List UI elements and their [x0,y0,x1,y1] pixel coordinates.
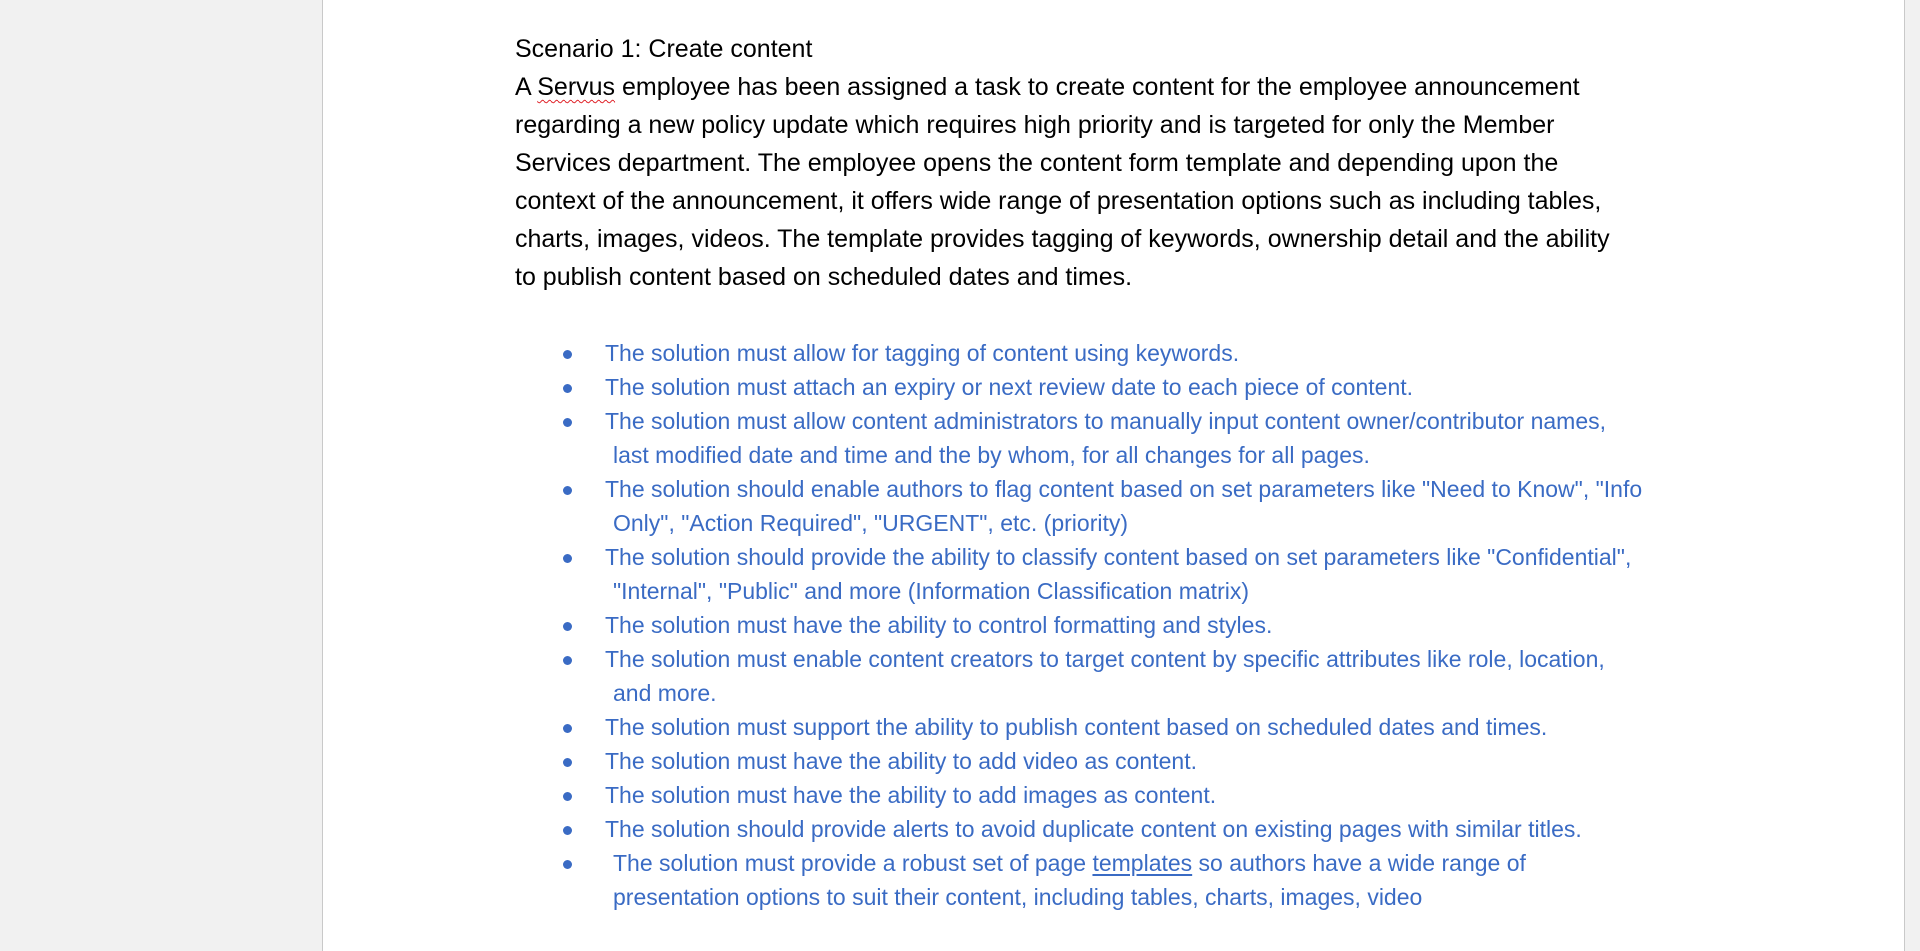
requirement-item [515,370,1765,404]
paragraph-line [515,106,1765,144]
requirement-text: presentation options to suit their content, including tables, charts, images, video [613,884,1423,910]
requirement-text: The solution should provide the ability to classify content based on set parameters like "Confidential", [605,544,1632,570]
requirement-text: The solution must attach an expiry or next review date to each piece of content. [605,374,1414,400]
paragraph-text: context of the announcement, it offers wide range of presentation options such as including tables, [515,187,1602,215]
bullet-icon [563,758,572,767]
requirement-text: The solution should provide alerts to avoid duplicate content on existing pages with similar titles. [605,816,1582,842]
paragraph-line [515,182,1765,220]
requirement-text: The solution must enable content creators to target content by specific attributes like role, location, [605,646,1605,672]
bullet-icon [563,350,572,359]
requirement-text: The solution must have the ability to add images as content. [605,782,1217,808]
requirement-text [605,846,1765,880]
requirement-item [515,710,1765,744]
requirement-text: The solution must have the ability to control formatting and styles. [605,612,1273,638]
requirement-item [515,812,1765,846]
requirement-text: The solution must allow for tagging of content using keywords. [605,340,1240,366]
paragraph-text: charts, images, videos. The template provides tagging of keywords, ownership detail and the ability [515,225,1610,253]
paragraph-text: Services department. The employee opens the content form template and depending upon the [515,149,1559,177]
requirement-text: The solution must support the ability to publish content based on scheduled dates and times. [605,714,1548,740]
requirements-list [515,336,1765,914]
page-content [515,30,1765,914]
paragraph-line [515,144,1765,182]
scenario-paragraph [515,68,1765,296]
bullet-icon [563,792,572,801]
requirement-text-part: so authors have a wide range of [1192,850,1526,876]
requirement-text: Only", "Action Required", "URGENT", etc. (priority) [613,510,1129,536]
bullet-icon [563,826,572,835]
spellcheck-flagged-word[interactable]: Servus [537,73,616,101]
requirement-item [515,336,1765,370]
requirement-item [515,472,1765,540]
bullet-icon [563,724,572,733]
requirement-item [515,744,1765,778]
requirement-item [515,778,1765,812]
bullet-icon [563,384,572,393]
bullet-icon [563,656,572,665]
paragraph-text: to publish content based on scheduled dates and times. [515,263,1133,291]
requirement-text-part: The solution must provide a robust set of page [613,850,1093,876]
bullet-icon [563,486,572,495]
bullet-icon [563,418,572,427]
requirement-text: The solution must have the ability to add video as content. [605,748,1197,774]
paragraph-line [515,68,1765,106]
requirement-text: last modified date and time and the by whom, for all changes for all pages. [613,442,1370,468]
bullet-icon [563,554,572,563]
paragraph-text: regarding a new policy update which requires high priority and is targeted for only the Member [515,111,1555,139]
paragraph-text: employee has been assigned a task to create content for the employee announcement [615,73,1580,101]
paragraph-line [515,258,1765,296]
requirement-text: and more. [613,680,717,706]
requirement-text: The solution should enable authors to flag content based on set parameters like "Need to Know", "Info [605,476,1643,502]
right-gutter [1905,0,1920,951]
paragraph-line [515,220,1765,258]
document-page[interactable] [322,0,1905,951]
requirement-item [515,846,1765,914]
requirement-item [515,404,1765,472]
requirement-item [515,608,1765,642]
requirement-text: "Internal", "Public" and more (Information Classification matrix) [613,578,1250,604]
scenario-heading: Scenario 1: Create content [515,35,813,63]
bullet-icon [563,860,572,869]
requirement-item [515,540,1765,608]
paragraph-text: A [515,73,538,101]
requirement-text: The solution must allow content administrators to manually input content owner/contributor names, [605,408,1607,434]
requirement-item [515,642,1765,710]
templates-link[interactable]: templates [1092,850,1193,876]
bullet-icon [563,622,572,631]
